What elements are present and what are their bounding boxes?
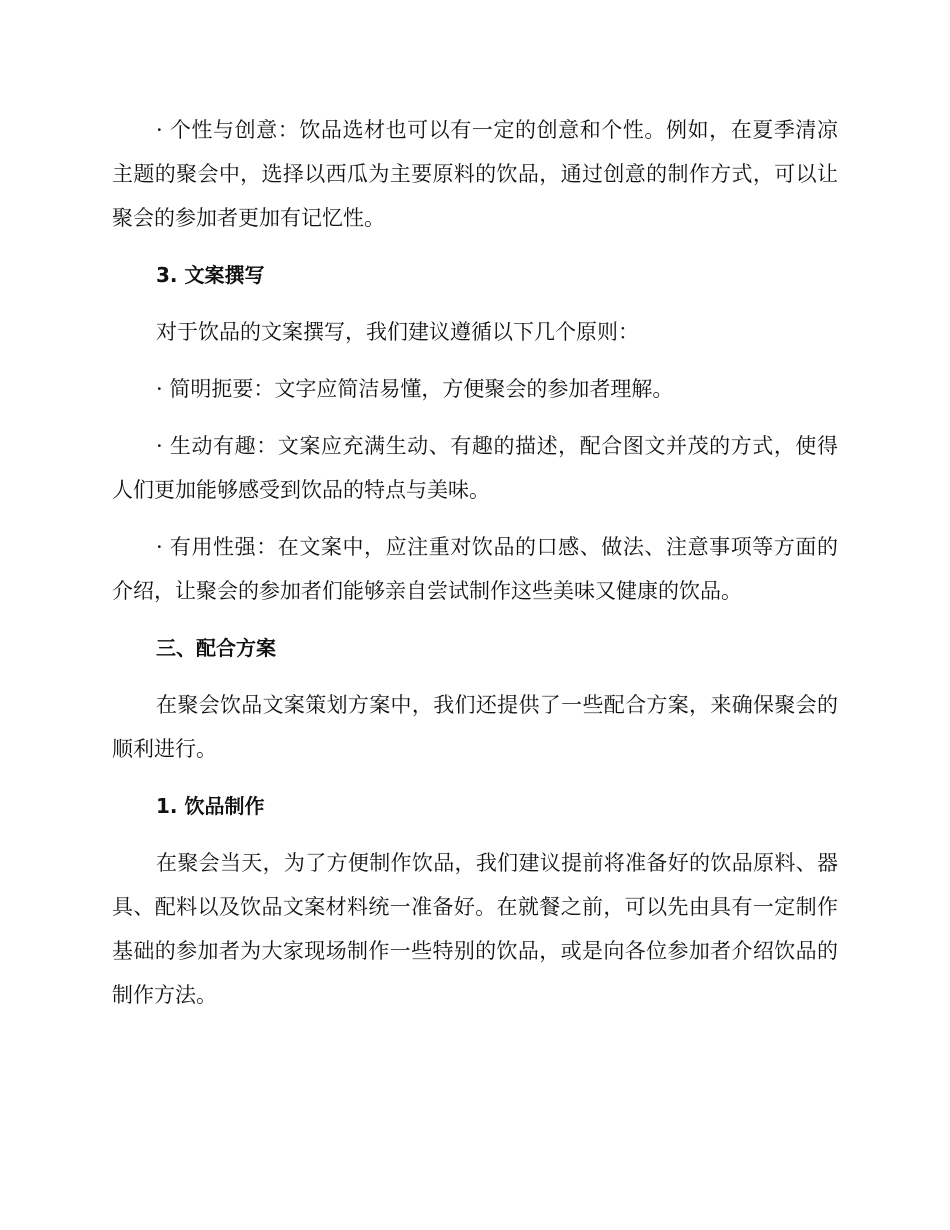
paragraph-coordination-intro: 在聚会饮品文案策划方案中，我们还提供了一些配合方案，来确保聚会的顺利进行。 bbox=[112, 693, 838, 761]
paragraph-copywriting-intro: 对于饮品的文案撰写，我们建议遵循以下几个原则： bbox=[156, 320, 639, 344]
heading-copywriting: 3. 文案撰写 bbox=[156, 263, 265, 287]
heading-coordination-plan: 三、配合方案 bbox=[156, 636, 276, 660]
paragraph-drink-making: 在聚会当天，为了方便制作饮品，我们建议提前将准备好的饮品原料、器具、配料以及饮品文案材料统一准备好。在就餐之前，可以先由具有一定制作基础的参加者为大家现场制作一些特别的饮品，或是向各位参加者介绍饮品的制作方法。 bbox=[112, 851, 838, 1007]
paragraph-personality-creativity: · 个性与创意：饮品选材也可以有一定的创意和个性。例如，在夏季清凉主题的聚会中，选择以西瓜为主要原料的饮品，通过创意的制作方式，可以让聚会的参加者更加有记忆性。 bbox=[112, 118, 838, 230]
document-body bbox=[112, 108, 838, 1030]
paragraph-concise: · 简明扼要：文字应简洁易懂，方便聚会的参加者理解。 bbox=[156, 377, 674, 401]
paragraph-vivid-fun: · 生动有趣：文案应充满生动、有趣的描述，配合图文并茂的方式，使得人们更加能够感受到饮品的特点与美味。 bbox=[112, 434, 838, 502]
paragraph-useful: · 有用性强：在文案中，应注重对饮品的口感、做法、注意事项等方面的介绍，让聚会的参加者们能够亲自尝试制作这些美味又健康的饮品。 bbox=[112, 535, 838, 603]
heading-drink-making: 1. 饮品制作 bbox=[156, 794, 265, 818]
